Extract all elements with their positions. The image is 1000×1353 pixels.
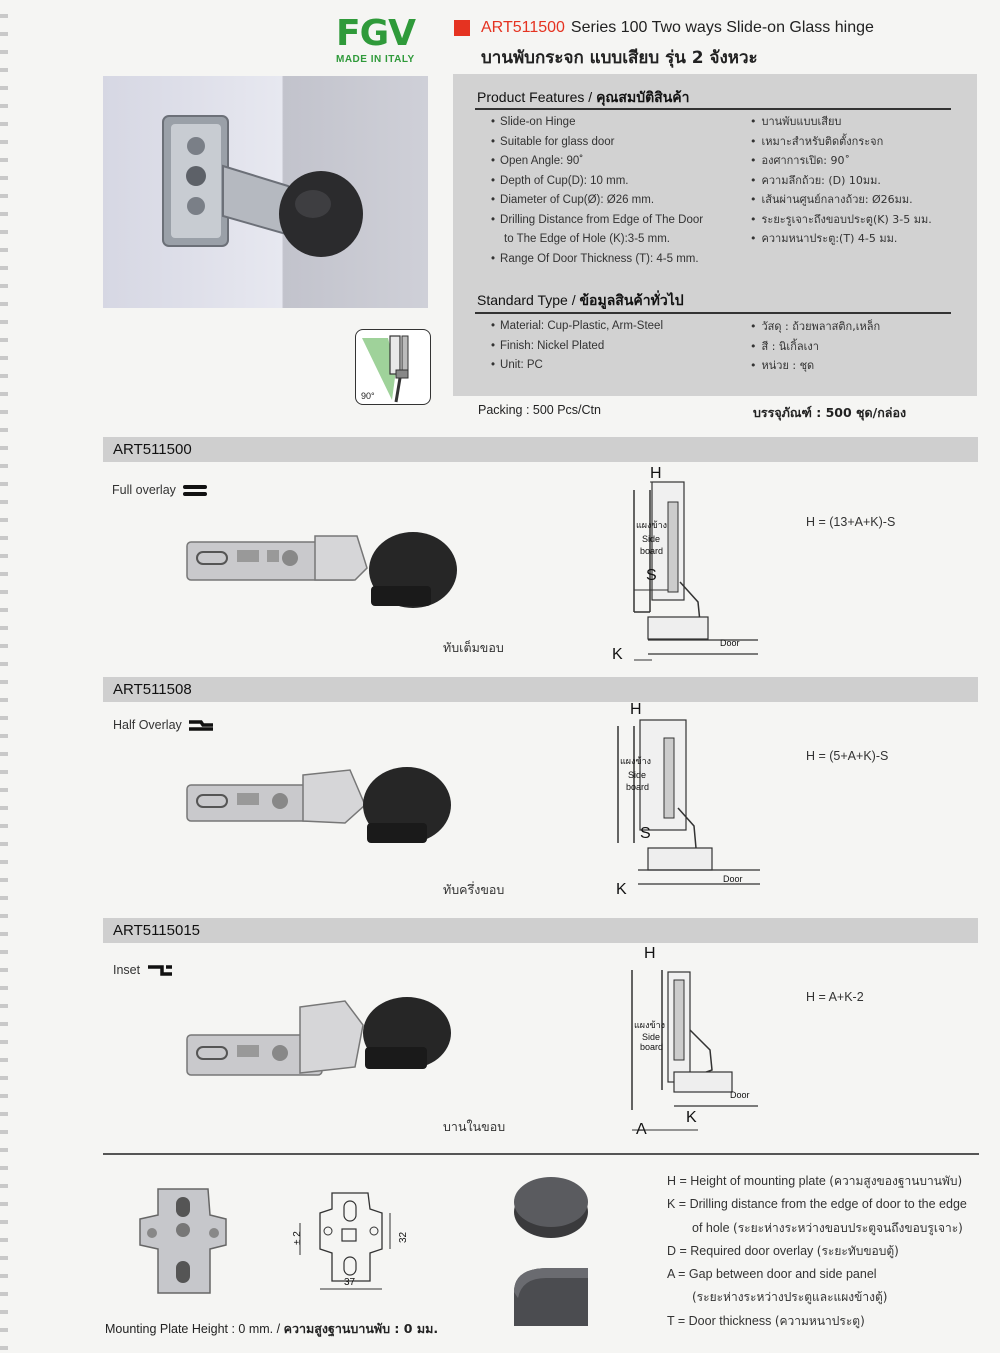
- list-item: • Drilling Distance from Edge of The Door: [491, 211, 703, 231]
- installation-diagram-inset: [618, 940, 768, 1140]
- standard-rule: [475, 312, 951, 314]
- spec-panel: [453, 74, 977, 396]
- plate-dim-w: 37: [344, 1277, 356, 1288]
- legend-row: D = Required door overlay (ระยะทับขอบตู้): [667, 1243, 899, 1258]
- section-code: ART5115015: [113, 922, 201, 939]
- logo-tagline: MADE IN ITALY: [336, 54, 415, 65]
- list-item: • ความลึกถ้วย: (D) 10มม.: [750, 171, 932, 191]
- legend-row: (ระยะห่างระหว่างประตูและแผงข้างตู้): [692, 1290, 888, 1305]
- legend-row: A = Gap between door and side panel: [667, 1267, 877, 1282]
- title-text: Series 100 Two ways Slide-on Glass hinge: [570, 19, 874, 36]
- product-features-heading: [477, 87, 690, 109]
- list-item: • องศาการเปิด: 90˚: [750, 151, 932, 171]
- standard-type-heading: [477, 290, 684, 312]
- diagram-label-door: Door: [723, 874, 743, 884]
- legend-row: H = Height of mounting plate (ความสูงของฐานบานพับ): [667, 1174, 963, 1188]
- list-item: • Material: Cup-Plastic, Arm-Steel: [491, 317, 663, 337]
- mounting-plate-photo: [138, 1185, 228, 1297]
- overlay-caption-th: ทับเต็มขอบ: [443, 640, 504, 655]
- formula-inset: H = A+K-2: [806, 990, 864, 1004]
- diagram-label-k: K: [686, 1109, 697, 1126]
- features-rule: [475, 108, 951, 110]
- list-item: • สี : นิเกิ้ลเงา: [750, 337, 880, 357]
- diagram-label-h: H: [650, 465, 662, 482]
- section-bar-art5115015: [103, 918, 978, 943]
- logo-mark: FGV: [336, 13, 416, 54]
- section-code: ART511508: [113, 681, 192, 698]
- list-item: • Unit: PC: [491, 356, 663, 376]
- hinge-photo-inset: [185, 995, 460, 1090]
- opening-angle-icon: [355, 329, 431, 405]
- hinge-photo-half-overlay: [185, 765, 460, 850]
- list-item: • Slide-on Hinge: [491, 113, 703, 133]
- overlay-type-full: [112, 483, 207, 497]
- diagram-side-en1: Side: [642, 1032, 661, 1042]
- diagram-label-k: K: [612, 646, 623, 663]
- list-item: • บานพับแบบเสียบ: [750, 112, 932, 132]
- standard-heading-th: ข้อมูลสินค้าทั่วไป: [579, 293, 684, 309]
- inset-icon: [148, 964, 172, 977]
- half-overlay-icon: [189, 719, 213, 732]
- standard-heading-en: Standard Type /: [477, 292, 576, 308]
- packing-th: บรรจุภัณฑ์ : 500 ชุด/กล่อง: [753, 405, 907, 420]
- formula-half-overlay: H = (5+A+K)-S: [806, 749, 889, 763]
- list-item: • เหมาะสำหรับติดตั้งกระจก: [750, 132, 932, 152]
- overlay-label: Half Overlay: [113, 718, 182, 732]
- diagram-side-en2: board: [640, 546, 664, 556]
- diagram-label-door: Door: [720, 638, 740, 648]
- section-divider: [103, 1153, 979, 1155]
- list-item: to The Edge of Hole (K):3-5 mm.: [504, 233, 670, 245]
- features-list-en: [491, 113, 703, 269]
- legend-row: K = Drilling distance from the edge of door to the edge: [667, 1197, 967, 1212]
- formula-full-overlay: H = (13+A+K)-S: [806, 515, 896, 529]
- installation-diagram-full-overlay: [608, 462, 768, 670]
- dimension-legend: [667, 1170, 967, 1333]
- list-item: • หน่วย : ชุด: [750, 356, 880, 376]
- plate-dim-v: 32: [398, 1231, 409, 1243]
- diagram-label-s: S: [646, 567, 657, 584]
- diagram-side-th: แผงข้าง: [620, 757, 652, 767]
- standard-list-th: [750, 317, 880, 376]
- list-item: • Finish: Nickel Plated: [491, 337, 663, 357]
- plate-height-th: ความสูงฐานบานพับ : 0 มม.: [283, 1321, 439, 1336]
- product-photo: [103, 76, 428, 308]
- list-item: • ความหนาประตู:(T) 4-5 มม.: [750, 229, 932, 249]
- title-code: ART511500: [481, 19, 565, 36]
- list-item: • Diameter of Cup(Ø): Ø26 mm.: [491, 191, 703, 211]
- diagram-label-h: H: [644, 945, 656, 962]
- binding-holes: [0, 0, 8, 1353]
- hinge-photo-full-overlay: [185, 528, 460, 613]
- diagram-side-en2: board: [640, 1042, 664, 1052]
- features-heading-en: Product Features /: [477, 89, 593, 105]
- section-bar-art511508: [103, 677, 978, 702]
- title-marker: [454, 20, 470, 36]
- plate-dim-h: ± 2: [292, 1231, 303, 1245]
- diagram-label-s: S: [640, 825, 651, 842]
- legend-row: of hole (ระยะห่างระหว่างขอบประตูจนถึงขอบรูเจาะ): [692, 1220, 963, 1235]
- diagram-side-en1: Side: [642, 534, 661, 544]
- section-code: ART511500: [113, 441, 192, 458]
- full-overlay-icon: [183, 484, 207, 497]
- page-title: [481, 19, 874, 37]
- fgv-logo: [336, 13, 428, 65]
- diagram-label-h: H: [630, 701, 642, 718]
- list-item: • Range Of Door Thickness (T): 4-5 mm.: [491, 250, 703, 270]
- diagram-side-th: แผงข้าง: [636, 521, 668, 531]
- diagram-label-k: K: [616, 881, 627, 898]
- features-heading-th: คุณสมบัติสินค้า: [596, 90, 690, 106]
- overlay-label: Inset: [113, 963, 141, 977]
- installation-diagram-half-overlay: [608, 698, 768, 898]
- legend-row: T = Door thickness (ความหนาประตู): [667, 1313, 865, 1328]
- diagram-side-th: แผงข้าง: [634, 1021, 666, 1031]
- overlay-type-half: [113, 718, 213, 732]
- mounting-plate-height: [105, 1319, 438, 1339]
- cup-cap-d-shape: [508, 1264, 594, 1332]
- overlay-label: Full overlay: [112, 483, 176, 497]
- features-list-th: [750, 112, 932, 249]
- diagram-label-a: A: [636, 1121, 647, 1138]
- list-item: • Suitable for glass door: [491, 133, 703, 153]
- plate-height-en: Mounting Plate Height : 0 mm. /: [105, 1322, 281, 1336]
- packing-en: Packing : 500 Pcs/Ctn: [478, 403, 601, 417]
- mounting-plate-drawing: [280, 1185, 410, 1297]
- standard-list-en: [491, 317, 663, 376]
- section-bar-art511500: [103, 437, 978, 462]
- overlay-type-inset: [113, 963, 172, 977]
- list-item: • วัสดุ : ถ้วยพลาสติก,เหล็ก: [750, 317, 880, 337]
- opening-angle-label: 90°: [361, 391, 375, 401]
- list-item: • Depth of Cup(D): 10 mm.: [491, 172, 703, 192]
- overlay-caption-th: ทับครึ่งขอบ: [443, 882, 505, 897]
- diagram-label-door: Door: [730, 1090, 750, 1100]
- list-item: • Open Angle: 90˚: [491, 152, 703, 172]
- list-item: • เส้นผ่านศูนย์กลางถ้วย: Ø26มม.: [750, 190, 932, 210]
- cup-cap-round: [510, 1172, 592, 1240]
- overlay-caption-th: บานในขอบ: [443, 1119, 506, 1134]
- list-item: • ระยะรูเจาะถึงขอบประตู(K) 3-5 มม.: [750, 210, 932, 230]
- diagram-side-en1: Side: [628, 770, 647, 780]
- diagram-side-en2: board: [626, 782, 650, 792]
- page-title-thai: บานพับกระจก แบบเสียบ รุ่น 2 จังหวะ: [481, 48, 758, 68]
